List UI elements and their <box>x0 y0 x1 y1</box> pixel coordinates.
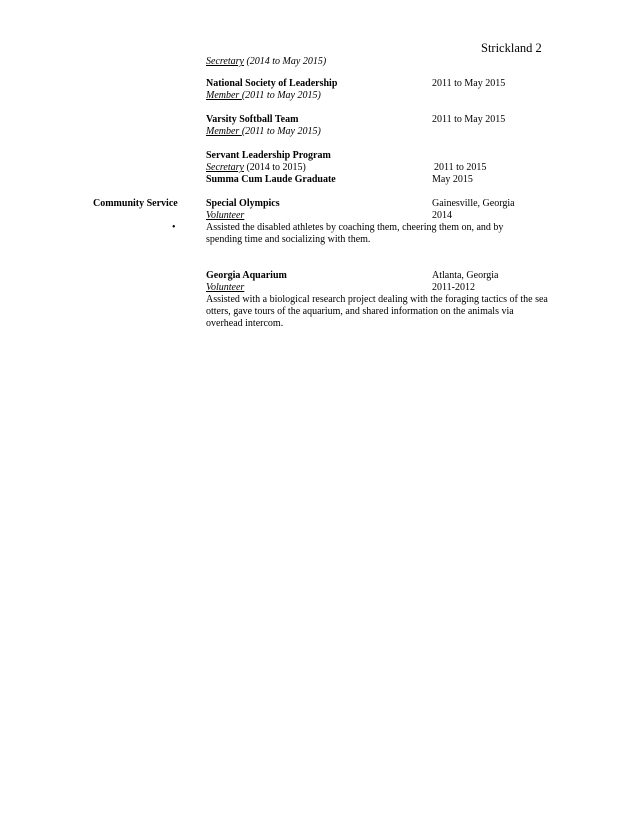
page-header-label: Strickland 2 <box>481 41 542 55</box>
honor-date: May 2015 <box>432 174 473 185</box>
entry-title: Servant Leadership Program <box>206 150 331 161</box>
entry-date: 2011-2012 <box>432 282 475 293</box>
entry-date: 2011 to May 2015 <box>432 78 506 89</box>
role-dates: (2014 to 2015) <box>243 162 306 173</box>
entry-date: 2011 to 2015 <box>434 162 487 173</box>
role-title: Member <box>206 126 242 137</box>
entry-role <box>206 90 321 102</box>
role-title: Member <box>206 90 242 101</box>
entry-date: 2014 <box>432 210 452 221</box>
entry-location: Atlanta, Georgia <box>432 270 499 281</box>
entry-location: Gainesville, Georgia <box>432 198 515 209</box>
role-dates: (2011 to May 2015) <box>241 90 321 101</box>
entry-role <box>206 162 306 174</box>
leadership-continued-role <box>206 56 326 68</box>
entry-title: National Society of Leadership <box>206 78 338 89</box>
role-title: Secretary <box>206 162 244 173</box>
entry-title: Varsity Softball Team <box>206 114 299 125</box>
entry-date: 2011 to May 2015 <box>432 114 506 125</box>
honor-title: Summa Cum Laude Graduate <box>206 174 336 185</box>
section-label-community-service: Community Service <box>93 198 178 209</box>
bullet-icon: • <box>172 222 176 233</box>
entry-title: Special Olympics <box>206 198 280 209</box>
entry-title: Georgia Aquarium <box>206 270 287 281</box>
role-dates: (2014 to May 2015) <box>243 56 327 67</box>
entry-role <box>206 126 321 138</box>
entry-description: Assisted with a biological research project dealing with the foraging tactics of the sea otters, gave tours of the aquarium, and shared information on the animals via overhead intercom. <box>206 294 548 329</box>
entry-role: Volunteer <box>206 282 245 293</box>
role-dates: (2011 to May 2015) <box>241 126 321 137</box>
entry-description: Assisted the disabled athletes by coaching them, cheering them on, and by spending time and socializing with them. <box>206 222 504 245</box>
entry-role: Volunteer <box>206 210 245 221</box>
role-title: Secretary <box>206 56 244 67</box>
